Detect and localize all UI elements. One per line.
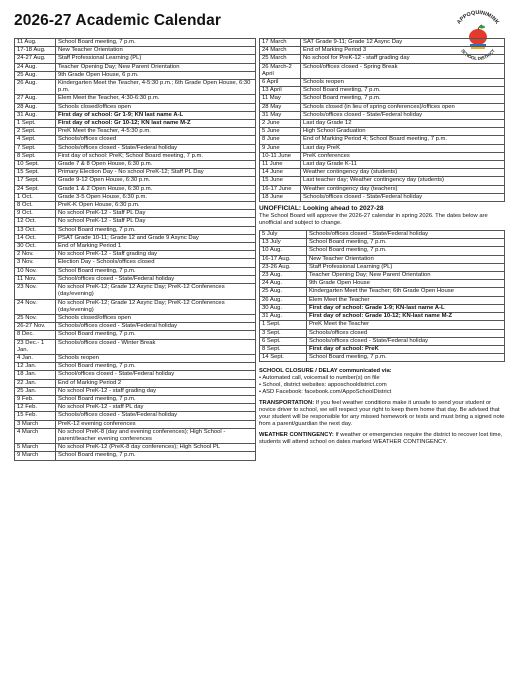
event-row (15, 420, 256, 428)
event-row (15, 169, 256, 177)
event-date: 11 Nov. (15, 275, 56, 283)
closure-item: • School, district websites: apposchooldistrict.com (259, 382, 387, 389)
event-row (260, 296, 505, 304)
event-date: 5 June (260, 128, 301, 136)
event-row (15, 161, 256, 169)
event-date: 18 Jan. (15, 371, 56, 379)
event-description: Schools closed/offices open (56, 103, 256, 111)
event-description: Last teacher day; Weather contingency day (students) (301, 177, 505, 185)
event-date: 12 Oct. (15, 218, 56, 226)
event-description: School Board meeting, 7 p.m. (307, 354, 505, 362)
event-row (15, 226, 256, 234)
event-row (15, 243, 256, 251)
event-description: New Teacher Orientation (56, 47, 256, 55)
weather-note (259, 432, 505, 446)
event-description: School Board meeting, 7 p.m. (56, 39, 256, 47)
event-description: Grade 3-5 Open House, 6:30 p.m. (56, 193, 256, 201)
event-date: 7 Sept. (15, 144, 56, 152)
event-description: Schools/offices closed - State/Federal holiday (307, 231, 505, 239)
event-description: Last day Grade 12 (301, 120, 505, 128)
event-row (260, 87, 505, 95)
event-row (260, 152, 505, 160)
event-date: 16-17 Aug. (260, 255, 307, 263)
event-description: No school PreK-12; Grade 12 Async Day; PreK-12 Conferences (day/evening) (56, 299, 256, 314)
event-row (15, 428, 256, 443)
event-row (260, 255, 505, 263)
event-description: Primary Election Day - No school PreK-12; Staff PL Day (56, 169, 256, 177)
event-description: Elem Meet the Teacher, 4:30-6:30 p.m. (56, 95, 256, 103)
event-description: End of Marking Period 2 (56, 379, 256, 387)
svg-text:APPOQUINIMINK (456, 10, 500, 26)
event-date: 12 Jan. (15, 363, 56, 371)
event-row (15, 299, 256, 314)
event-description: No school PreK-12 (PreK-8 day conferences); High School PL (56, 444, 256, 452)
event-row (15, 39, 256, 47)
event-description: Schools/offices closed (56, 136, 256, 144)
event-date: 26 March-2 April (260, 63, 301, 78)
weather-text: If weather or emergencies require the district to recover lost time, students will attend school on dates marked WEATHER CONTINGENCY. (259, 432, 503, 446)
event-row (260, 144, 505, 152)
event-date: 3 Sept. (260, 329, 307, 337)
event-date: 4 March (15, 428, 56, 443)
event-description: Schools/offices closed - State/Federal holiday (56, 412, 256, 420)
event-row (260, 185, 505, 193)
event-date: 31 Aug. (260, 313, 307, 321)
event-date: 11 June (260, 161, 301, 169)
event-description: Staff Professional Learning (PL) (56, 55, 256, 63)
event-description: Schools/offices closed - State/Federal holiday (56, 144, 256, 152)
event-description: High School Graduation (301, 128, 505, 136)
event-date: 23-26 Aug. (260, 263, 307, 271)
event-description: PreK-12 evening conferences (56, 420, 256, 428)
event-row (260, 177, 505, 185)
event-date: 1 Sept. (15, 120, 56, 128)
event-date: 6 April (260, 79, 301, 87)
event-date: 14 Sept. (260, 354, 307, 362)
event-date: 23 Nov. (15, 284, 56, 299)
event-date: 28 Aug. (15, 103, 56, 111)
event-description: PreK Meet the Teacher (307, 321, 505, 329)
event-description: Schools closed (in lieu of spring conferences)/offices open (301, 103, 505, 111)
event-row (260, 169, 505, 177)
event-date: 31 May (260, 111, 301, 119)
event-row (260, 161, 505, 169)
event-description: First day of school: PreK; School Board meeting, 7 p.m. (56, 152, 256, 160)
event-date: 25 Jan. (15, 387, 56, 395)
event-date: 3 Nov. (15, 259, 56, 267)
event-row (15, 371, 256, 379)
event-date: 24-27 Aug. (15, 55, 56, 63)
event-description: 9th Grade Open House (307, 280, 505, 288)
event-date: 10 Nov. (15, 267, 56, 275)
closure-item: • ASD Facebook: facebook.com/AppoSchoolDistrict (259, 389, 392, 396)
event-description: PreK Meet the Teacher, 4-5:30 p.m. (56, 128, 256, 136)
event-row (15, 395, 256, 403)
event-description: First day of school: Gr 10-12; KN last name M-Z (56, 120, 256, 128)
event-date: 15 June (260, 177, 301, 185)
event-date: 22 Jan. (15, 379, 56, 387)
event-row (15, 136, 256, 144)
event-row (15, 152, 256, 160)
event-description: School Board meeting, 7 p.m. (56, 226, 256, 234)
event-date: 24 Aug. (260, 280, 307, 288)
event-description: Weather contingency day (teachers) (301, 185, 505, 193)
event-description: School Board meeting, 7 p.m. (301, 87, 505, 95)
event-description: Teacher Opening Day; New Parent Orientation (307, 272, 505, 280)
event-row (15, 267, 256, 275)
event-row (15, 185, 256, 193)
event-date: 25 Nov. (15, 314, 56, 322)
event-description: School Board meeting, 7 p.m. (56, 267, 256, 275)
event-row (260, 280, 505, 288)
event-row (15, 259, 256, 267)
event-description: Last day PreK (301, 144, 505, 152)
event-date: 13 July (260, 239, 307, 247)
event-description: Teacher Opening Day; New Parent Orientation (56, 63, 256, 71)
event-date: 25 March (260, 55, 301, 63)
transportation-note (259, 400, 505, 428)
event-date: 6 Sept. (260, 337, 307, 345)
event-row (15, 354, 256, 362)
event-row (15, 202, 256, 210)
event-row (15, 234, 256, 242)
event-row (15, 339, 256, 354)
spring-events-table (259, 38, 505, 202)
event-description: PreK conferences (301, 152, 505, 160)
event-description: School/offices closed - Spring Break (301, 63, 505, 78)
event-row (15, 444, 256, 452)
event-date: 11 May (260, 95, 301, 103)
left-column (14, 38, 256, 461)
event-date: 26 Aug. (260, 296, 307, 304)
event-description: End of Marking Period 1 (56, 243, 256, 251)
event-date: 3 March (15, 420, 56, 428)
event-row (15, 251, 256, 259)
event-description: No school for PreK-12 - staff grading day (301, 55, 505, 63)
event-description: School/offices closed - State/Federal holiday (56, 371, 256, 379)
event-date: 8 Sept. (260, 345, 307, 353)
event-row (15, 284, 256, 299)
event-date: 9 Feb. (15, 395, 56, 403)
event-date: 23 Aug. (260, 272, 307, 280)
event-description: Schools/offices closed (307, 329, 505, 337)
event-date: 25 Aug. (260, 288, 307, 296)
event-date: 13 Oct. (15, 226, 56, 234)
event-date: 5 March (15, 444, 56, 452)
event-description: No school PreK-12 - staff grading day (56, 387, 256, 395)
event-row (260, 329, 505, 337)
event-description: Schools reopen (301, 79, 505, 87)
event-row (15, 144, 256, 152)
event-description: Schools closed/offices open (56, 314, 256, 322)
event-date: 9 Oct. (15, 210, 56, 218)
event-row (260, 321, 505, 329)
event-description: First day of school: Gr 1-9; KN last name A-L (56, 111, 256, 119)
event-date: 17 Sept. (15, 177, 56, 185)
event-row (260, 263, 505, 271)
event-date: 8 Sept. (15, 152, 56, 160)
event-date: 27 Aug. (15, 95, 56, 103)
event-description: Last day Grade K-11 (301, 161, 505, 169)
event-date: 23 Dec.- 1 Jan. (15, 339, 56, 354)
event-row (15, 95, 256, 103)
event-row (260, 193, 505, 201)
event-description: No school PreK-12 - Staff PL Day (56, 210, 256, 218)
event-date: 30 Oct. (15, 243, 56, 251)
event-row (260, 95, 505, 103)
event-row (15, 193, 256, 201)
event-date: 24 Sept. (15, 185, 56, 193)
event-row (15, 323, 256, 331)
event-date: 25 Aug. (15, 71, 56, 79)
event-row (260, 354, 505, 362)
event-date: 17 March (260, 39, 301, 47)
event-description: Schools/offices closed - Winter Break (56, 339, 256, 354)
event-row (260, 47, 505, 55)
event-row (260, 79, 505, 87)
closure-list (259, 375, 505, 396)
event-row (15, 120, 256, 128)
event-row (260, 345, 505, 353)
event-description: Grade 7 & 8 Open House, 6:30 p.m. (56, 161, 256, 169)
event-row (15, 218, 256, 226)
event-date: 10 Aug. (260, 247, 307, 255)
event-description: School Board meeting, 7 p.m. (307, 239, 505, 247)
event-description: School Board meeting, 7 p.m. (56, 395, 256, 403)
event-date: 9 June (260, 144, 301, 152)
event-row (260, 103, 505, 111)
event-row (260, 55, 505, 63)
event-date: 9 March (15, 452, 56, 460)
event-date: 28 May (260, 103, 301, 111)
event-row (15, 210, 256, 218)
event-description: Kindergarten Meet the Teacher; 6th Grade Open House (307, 288, 505, 296)
event-row (15, 412, 256, 420)
event-description: Schools/offices closed - State/Federal holiday (301, 111, 505, 119)
event-row (260, 120, 505, 128)
event-date: 14 June (260, 169, 301, 177)
event-date: 13 April (260, 87, 301, 95)
unofficial-heading: UNOFFICIAL: Looking ahead to 2027-28 (259, 205, 384, 213)
event-date: 12 Feb. (15, 404, 56, 412)
event-description: No school PreK-12; Grade 12 Async Day; PreK-12 Conferences (day/evening) (56, 284, 256, 299)
event-row (15, 275, 256, 283)
event-date: 10-11 June (260, 152, 301, 160)
event-description: Kindergarten Meet the Teacher, 4-5:30 p.m.; 6th Grade Open House, 6:30 p.m. (56, 80, 256, 95)
event-row (260, 39, 505, 47)
event-row (15, 363, 256, 371)
event-row (260, 272, 505, 280)
event-date: 4 Jan. (15, 354, 56, 362)
event-row (260, 337, 505, 345)
weather-heading: WEATHER CONTINGENCY: (259, 432, 334, 439)
info-section (259, 368, 505, 446)
event-date: 8 Oct. (15, 202, 56, 210)
event-description: Elem Meet the Teacher (307, 296, 505, 304)
event-description: No school PreK-12 - staff PL day (56, 404, 256, 412)
event-description: Election Day - Schools/offices closed (56, 259, 256, 267)
event-description: School Board meeting, 7 p.m. (56, 452, 256, 460)
event-description: PreK-K Open House, 6:30 p.m. (56, 202, 256, 210)
event-date: 10 Sept. (15, 161, 56, 169)
event-row (15, 314, 256, 322)
event-row (260, 239, 505, 247)
event-date: 16-17 June (260, 185, 301, 193)
event-date: 1 Sept. (260, 321, 307, 329)
event-row (260, 111, 505, 119)
event-date: 2 June (260, 120, 301, 128)
event-date: 26-27 Nov. (15, 323, 56, 331)
event-date: 31 Aug. (15, 111, 56, 119)
event-description: Schools/offices closed - State/Federal holiday (301, 193, 505, 201)
event-description: Weather contingency day (students) (301, 169, 505, 177)
event-date: 15 Sept. (15, 169, 56, 177)
event-description: Staff Professional Learning (PL) (307, 263, 505, 271)
event-row (260, 136, 505, 144)
event-description: Schools/offices closed - State/Federal holiday (56, 323, 256, 331)
event-description: No school PreK-12 - Staff grading day (56, 251, 256, 259)
event-row (15, 47, 256, 55)
unofficial-note: The School Board will approve the 2026-27 calendar in spring 2026. The dates below are unofficial and subject to change. (259, 213, 488, 227)
event-row (15, 331, 256, 339)
event-row (15, 103, 256, 111)
event-date: 17-18 Aug. (15, 47, 56, 55)
event-date: 5 July (260, 231, 307, 239)
event-description: Grade 1 & 2 Open House, 6:30 p.m. (56, 185, 256, 193)
transportation-text: If you feel weather conditions make it unsafe to send your student or novice driver to school, we will respect your right to keep them home that day. Be advised that your student will be responsible for any missed homework or tests and must bring a signed note from a parent/guardian the next day. (259, 400, 505, 428)
event-date: 8 June (260, 136, 301, 144)
event-description: End of Marking Period 4; School Board meeting, 7 p.m. (301, 136, 505, 144)
event-description: No school PreK-8 (day and evening conferences); High School - parent/teacher evening conferences (56, 428, 256, 443)
event-row (260, 63, 505, 78)
event-row (260, 288, 505, 296)
event-row (15, 111, 256, 119)
event-date: 30 Aug. (260, 304, 307, 312)
right-column (259, 38, 505, 450)
event-row (260, 313, 505, 321)
event-description: SAT Grade 9-11; Grade 12 Async Day (301, 39, 505, 47)
event-row (15, 128, 256, 136)
fall-winter-events-table (14, 38, 256, 461)
event-date: 24 Nov. (15, 299, 56, 314)
event-row (15, 177, 256, 185)
event-description: First day of school: PreK (307, 345, 505, 353)
logo-bottom-text: SCHOOL DISTRICT (460, 48, 496, 62)
event-date: 8 Dec. (15, 331, 56, 339)
event-date: 24 March (260, 47, 301, 55)
event-date: 15 Feb. (15, 412, 56, 420)
page-title: 2026-27 Academic Calendar (14, 12, 221, 29)
event-row (15, 387, 256, 395)
event-row (260, 247, 505, 255)
event-description: No school PreK-12 - Staff PL Day (56, 218, 256, 226)
event-row (260, 231, 505, 239)
event-row (15, 379, 256, 387)
event-date: 1 Oct. (15, 193, 56, 201)
event-date: 24 Aug. (15, 63, 56, 71)
closure-heading: SCHOOL CLOSURE / DELAY communicated via: (259, 368, 392, 375)
event-description: School Board meeting, 7 p.m. (301, 95, 505, 103)
event-date: 2 Nov. (15, 251, 56, 259)
event-description: School Board meeting, 7 p.m. (56, 363, 256, 371)
event-description: First day of school: Grade 1-9; KN-last name A-L (307, 304, 505, 312)
event-description: End of Marking Period 3 (301, 47, 505, 55)
event-date: 4 Sept. (15, 136, 56, 144)
logo-top-text: APPOQUINIMINK (456, 9, 500, 26)
event-description: School Board meeting, 7 p.m. (56, 331, 256, 339)
event-row (15, 404, 256, 412)
event-description: Schools/offices closed - State/Federal holiday (307, 337, 505, 345)
event-description: First day of school: Grade 10-12; KN-last name M-Z (307, 313, 505, 321)
event-description: PSAT Grade 10-11; Grade 12 and Grade 9 Async Day (56, 234, 256, 242)
event-row (260, 304, 505, 312)
next-year-events-table (259, 230, 505, 362)
event-row (15, 63, 256, 71)
event-description: Schools reopen (56, 354, 256, 362)
event-row (15, 80, 256, 95)
event-date: 14 Oct. (15, 234, 56, 242)
event-date: 11 Aug. (15, 39, 56, 47)
event-row (15, 452, 256, 460)
transportation-heading: TRANSPORTATION: (259, 400, 315, 407)
event-row (15, 71, 256, 79)
closure-item: • Automated call, voicemail to number(s) on file (259, 375, 380, 382)
event-description: School Board meeting, 7 p.m. (307, 247, 505, 255)
event-description: Grade 9-12 Open House, 6:30 p.m. (56, 177, 256, 185)
event-description: School/offices closed - State/Federal holiday (56, 275, 256, 283)
event-row (260, 128, 505, 136)
event-description: New Teacher Orientation (307, 255, 505, 263)
event-date: 2 Sept. (15, 128, 56, 136)
event-date: 26 Aug. (15, 80, 56, 95)
event-date: 18 June (260, 193, 301, 201)
event-row (15, 55, 256, 63)
event-description: 9th Grade Open House, 6 p.m. (56, 71, 256, 79)
